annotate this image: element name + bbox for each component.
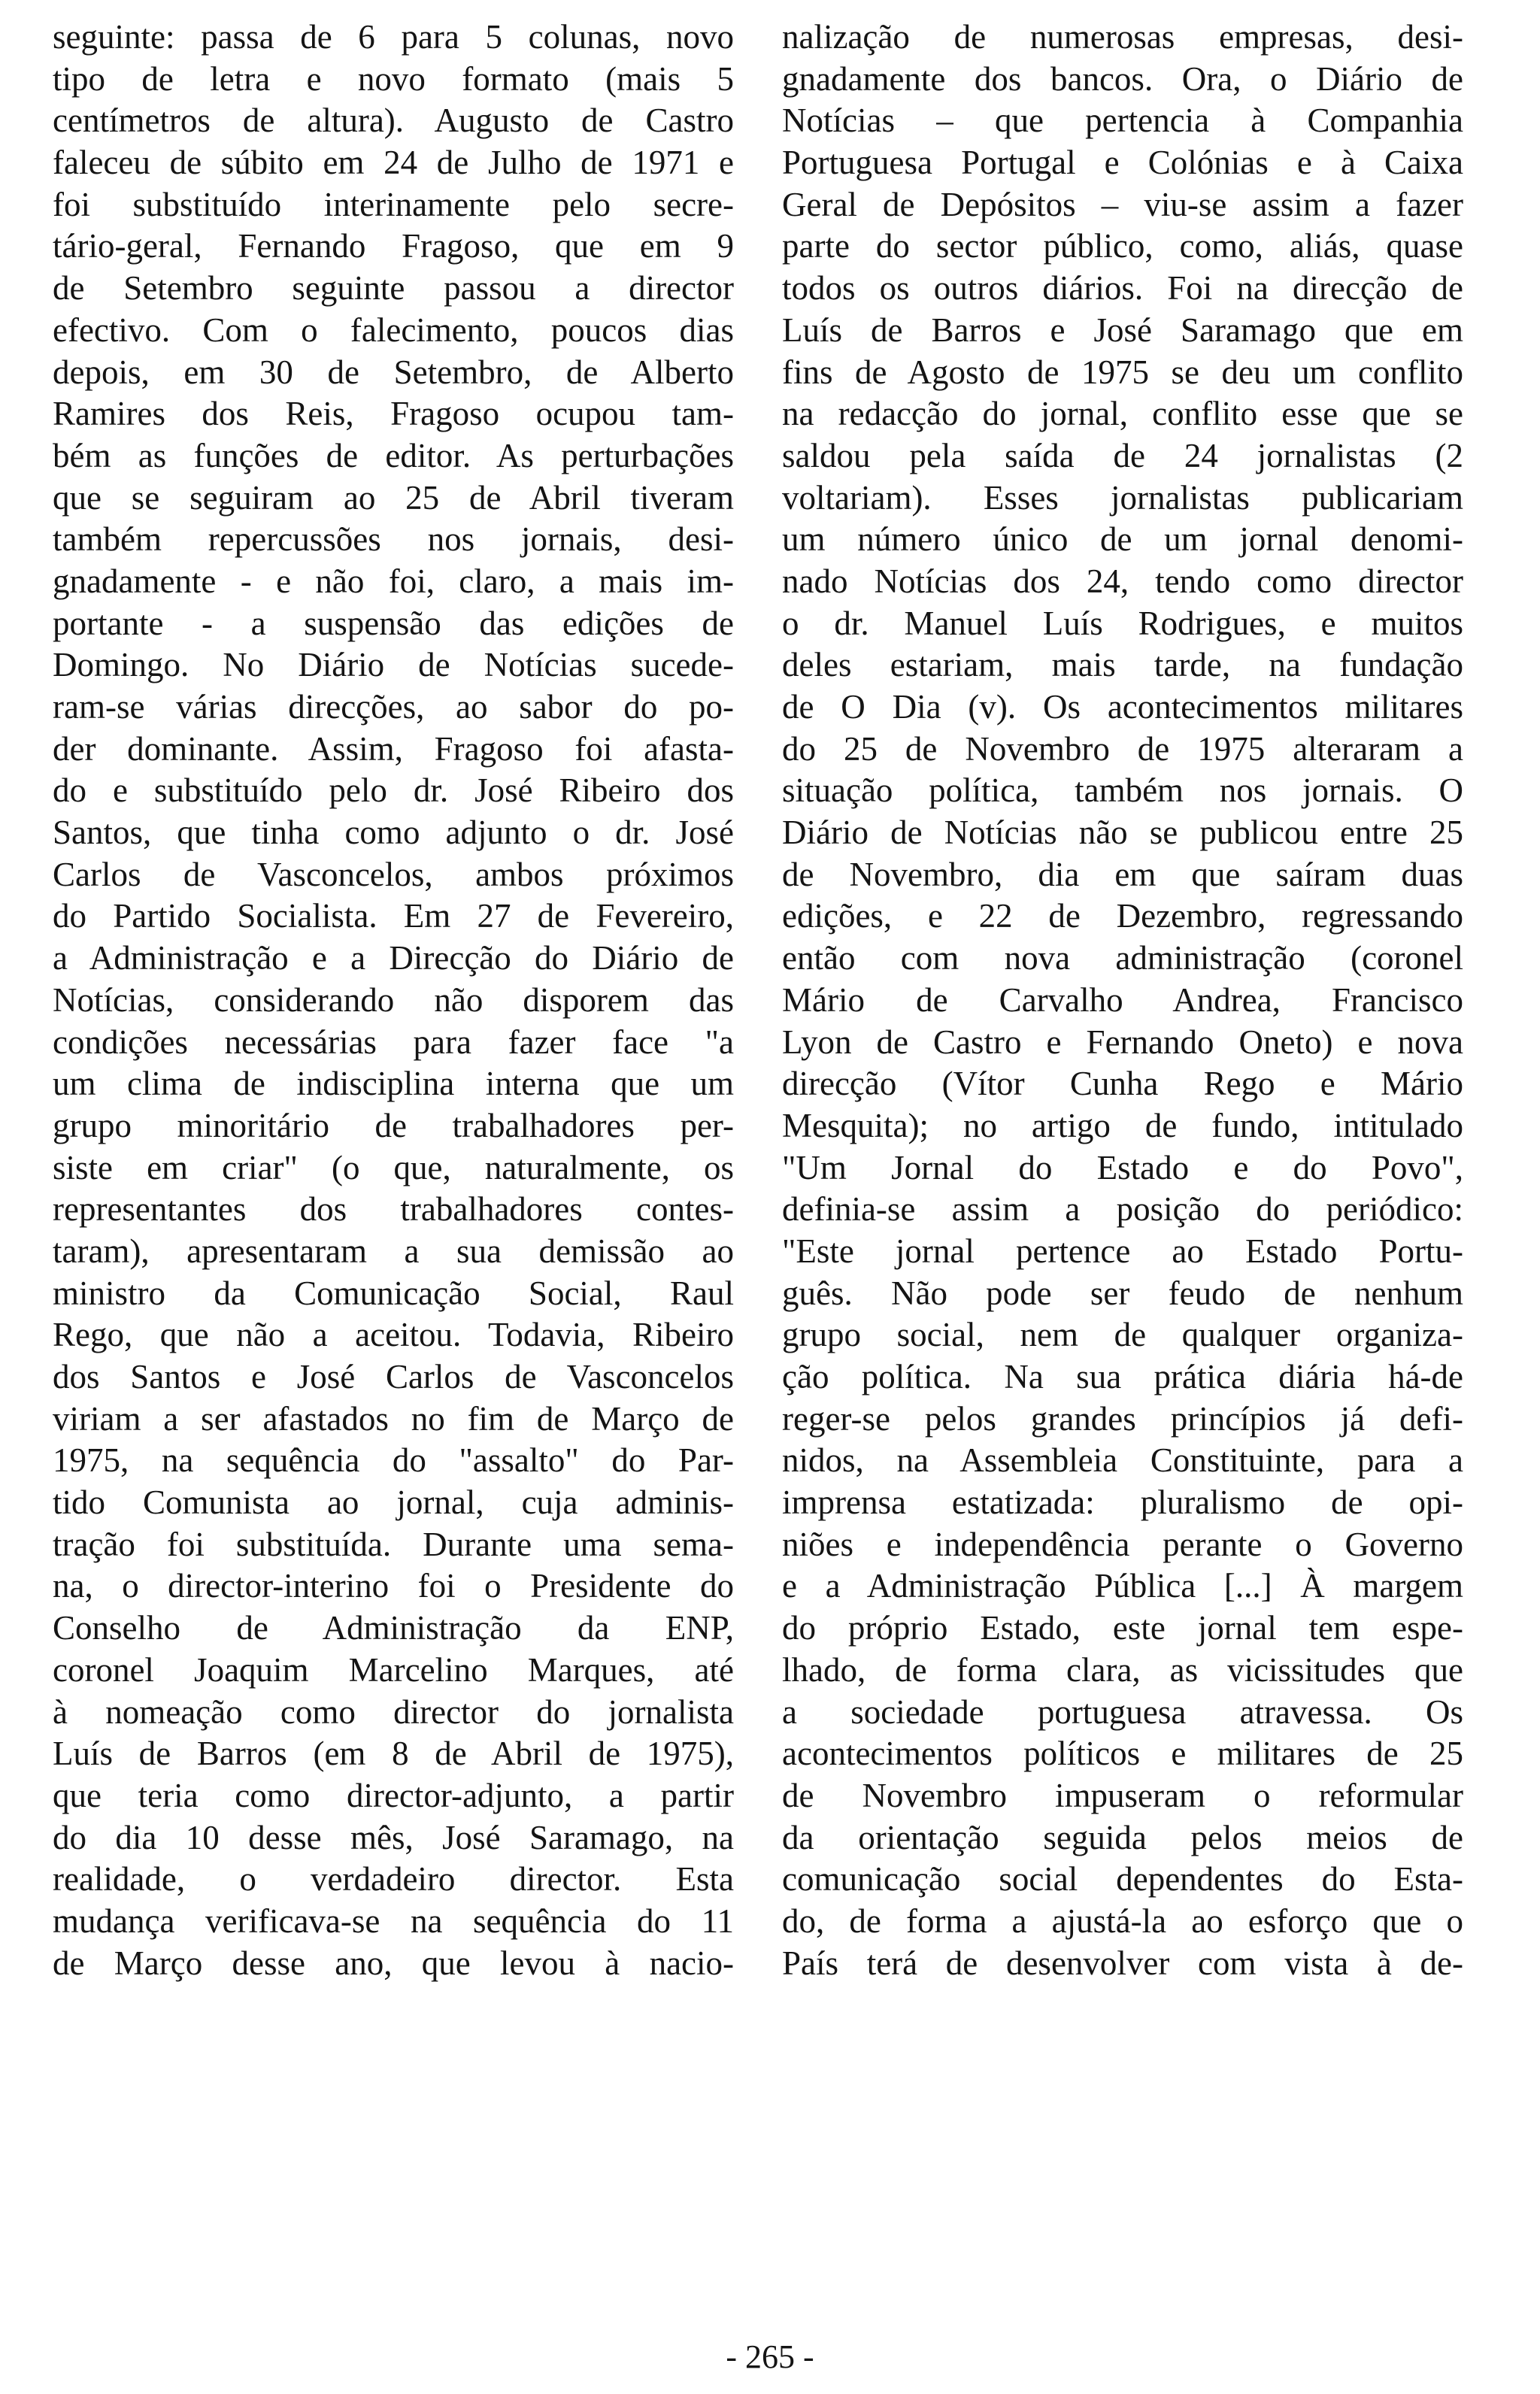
text-line: Carlos de Vasconcelos, ambos próximos xyxy=(53,855,734,893)
text-line: do dia 10 desse mês, José Saramago, na xyxy=(53,1818,734,1856)
text-line: e a Administração Pública [...] À margem xyxy=(782,1567,1463,1605)
text-line: do, de forma a ajustá-la ao esforço que o xyxy=(782,1902,1463,1940)
text-line: do próprio Estado, este jornal tem espe- xyxy=(782,1609,1463,1647)
text-line: do 25 de Novembro de 1975 alteraram a xyxy=(782,729,1463,768)
text-line: também repercussões nos jornais, desi- xyxy=(53,520,734,559)
text-line: do e substituído pelo dr. José Ribeiro dos xyxy=(53,771,734,810)
text-line: efectivo. Com o falecimento, poucos dias xyxy=(53,311,734,349)
text-line: seguinte: passa de 6 para 5 colunas, novo xyxy=(53,18,734,56)
text-line: ram-se várias direcções, ao sabor do po- xyxy=(53,688,734,726)
text-line: bém as funções de editor. As perturbações xyxy=(53,436,734,474)
text-line: na, o director-interino foi o Presidente do xyxy=(53,1567,734,1605)
text-line: "Este jornal pertence ao Estado Portu- xyxy=(782,1232,1463,1270)
text-line: definia-se assim a posição do periódico: xyxy=(782,1190,1463,1229)
right-text-column xyxy=(782,17,1463,1984)
text-line: fins de Agosto de 1975 se deu um conflito xyxy=(782,353,1463,391)
page-number: - 265 - xyxy=(726,2338,814,2375)
text-line: condições necessárias para fazer face "a xyxy=(53,1023,734,1061)
text-line: tário-geral, Fernando Fragoso, que em 9 xyxy=(53,227,734,265)
text-line: Notícias – que pertencia à Companhia xyxy=(782,102,1463,140)
text-line: de O Dia (v). Os acontecimentos militares xyxy=(782,688,1463,726)
text-line: situação política, também nos jornais. O xyxy=(782,771,1463,810)
text-line: edições, e 22 de Dezembro, regressando xyxy=(782,897,1463,935)
text-line: Domingo. No Diário de Notícias sucede- xyxy=(53,646,734,684)
text-line: do Partido Socialista. Em 27 de Fevereiro, xyxy=(53,897,734,935)
text-line: realidade, o verdadeiro director. Esta xyxy=(53,1860,734,1899)
text-line: siste em criar" (o que, naturalmente, os xyxy=(53,1148,734,1186)
text-line: Lyon de Castro e Fernando Oneto) e nova xyxy=(782,1023,1463,1061)
text-line: saldou pela saída de 24 jornalistas (2 xyxy=(782,436,1463,474)
text-line: parte do sector público, como, aliás, quase xyxy=(782,227,1463,265)
text-line: der dominante. Assim, Fragoso foi afasta- xyxy=(53,729,734,768)
text-line: "Um Jornal do Estado e do Povo", xyxy=(782,1148,1463,1186)
text-line: de Setembro seguinte passou a director xyxy=(53,269,734,308)
text-line: coronel Joaquim Marcelino Marques, até xyxy=(53,1650,734,1689)
text-line: da orientação seguida pelos meios de xyxy=(782,1818,1463,1856)
text-line: Santos, que tinha como adjunto o dr. José xyxy=(53,814,734,852)
text-line: País terá de desenvolver com vista à de- xyxy=(782,1944,1463,1982)
text-line: lhado, de forma clara, as vicissitudes que xyxy=(782,1650,1463,1689)
text-line: nidos, na Assembleia Constituinte, para a xyxy=(782,1441,1463,1480)
text-line: de Novembro, dia em que saíram duas xyxy=(782,855,1463,893)
text-line: taram), apresentaram a sua demissão ao xyxy=(53,1232,734,1270)
text-line: acontecimentos políticos e militares de 25 xyxy=(782,1735,1463,1773)
text-line: representantes dos trabalhadores contes- xyxy=(53,1190,734,1229)
text-line: deles estariam, mais tarde, na fundação xyxy=(782,646,1463,684)
text-line: centímetros de altura). Augusto de Castro xyxy=(53,102,734,140)
text-line: viriam a ser afastados no fim de Março de xyxy=(53,1399,734,1438)
text-line: comunicação social dependentes do Esta- xyxy=(782,1860,1463,1899)
text-line: Mesquita); no artigo de fundo, intitulado xyxy=(782,1106,1463,1144)
text-line: Geral de Depósitos – viu-se assim a fazer xyxy=(782,185,1463,223)
text-line: guês. Não pode ser feudo de nenhum xyxy=(782,1274,1463,1312)
text-line: Conselho de Administração da ENP, xyxy=(53,1609,734,1647)
text-line: depois, em 30 de Setembro, de Alberto xyxy=(53,353,734,391)
text-line: gnadamente - e não foi, claro, a mais im- xyxy=(53,562,734,600)
text-line: Diário de Notícias não se publicou entre 25 xyxy=(782,814,1463,852)
text-line: o dr. Manuel Luís Rodrigues, e muitos xyxy=(782,604,1463,642)
text-line: nalização de numerosas empresas, desi- xyxy=(782,18,1463,56)
text-line: Luís de Barros (em 8 de Abril de 1975), xyxy=(53,1735,734,1773)
text-line: tipo de letra e novo formato (mais 5 xyxy=(53,59,734,98)
text-line: que teria como director-adjunto, a partir xyxy=(53,1776,734,1814)
text-line: grupo minoritário de trabalhadores per- xyxy=(53,1106,734,1144)
text-line: de Novembro impuseram o reformular xyxy=(782,1776,1463,1814)
text-line: gnadamente dos bancos. Ora, o Diário de xyxy=(782,59,1463,98)
left-text-column xyxy=(53,17,734,1984)
text-line: direcção (Vítor Cunha Rego e Mário xyxy=(782,1065,1463,1103)
text-line: Luís de Barros e José Saramago que em xyxy=(782,311,1463,349)
text-line: mudança verificava-se na sequência do 11 xyxy=(53,1902,734,1940)
text-line: niões e independência perante o Governo xyxy=(782,1525,1463,1563)
text-line: portante - a suspensão das edições de xyxy=(53,604,734,642)
text-line: Portuguesa Portugal e Colónias e à Caixa xyxy=(782,144,1463,182)
text-line: faleceu de súbito em 24 de Julho de 1971 e xyxy=(53,144,734,182)
text-line: tido Comunista ao jornal, cuja adminis- xyxy=(53,1483,734,1522)
text-line: Ramires dos Reis, Fragoso ocupou tam- xyxy=(53,395,734,433)
text-line: todos os outros diários. Foi na direcção de xyxy=(782,269,1463,308)
text-line: um número único de um jornal denomi- xyxy=(782,520,1463,559)
text-line: de Março desse ano, que levou à nacio- xyxy=(53,1944,734,1982)
text-line: foi substituído interinamente pelo secre- xyxy=(53,185,734,223)
text-line: tração foi substituída. Durante uma sema- xyxy=(53,1525,734,1563)
text-line: ção política. Na sua prática diária há-de xyxy=(782,1358,1463,1395)
text-line: reger-se pelos grandes princípios já defi- xyxy=(782,1399,1463,1438)
text-line: Notícias, considerando não disporem das xyxy=(53,980,734,1019)
text-line: a sociedade portuguesa atravessa. Os xyxy=(782,1692,1463,1731)
text-line: grupo social, nem de qualquer organiza- xyxy=(782,1316,1463,1354)
text-line: imprensa estatizada: pluralismo de opi- xyxy=(782,1483,1463,1522)
text-line: dos Santos e José Carlos de Vasconcelos xyxy=(53,1358,734,1395)
text-line: nado Notícias dos 24, tendo como director xyxy=(782,562,1463,600)
text-line: então com nova administração (coronel xyxy=(782,939,1463,977)
text-line: Mário de Carvalho Andrea, Francisco xyxy=(782,980,1463,1019)
text-line: que se seguiram ao 25 de Abril tiveram xyxy=(53,478,734,517)
text-line: ministro da Comunicação Social, Raul xyxy=(53,1274,734,1312)
text-line: voltariam). Esses jornalistas publicariam xyxy=(782,478,1463,517)
text-line: a Administração e a Direcção do Diário de xyxy=(53,939,734,977)
text-line: na redacção do jornal, conflito esse que se xyxy=(782,395,1463,433)
text-line: 1975, na sequência do "assalto" do Par- xyxy=(53,1441,734,1480)
text-line: um clima de indisciplina interna que um xyxy=(53,1065,734,1103)
text-line: Rego, que não a aceitou. Todavia, Ribeiro xyxy=(53,1316,734,1354)
text-line: à nomeação como director do jornalista xyxy=(53,1692,734,1731)
